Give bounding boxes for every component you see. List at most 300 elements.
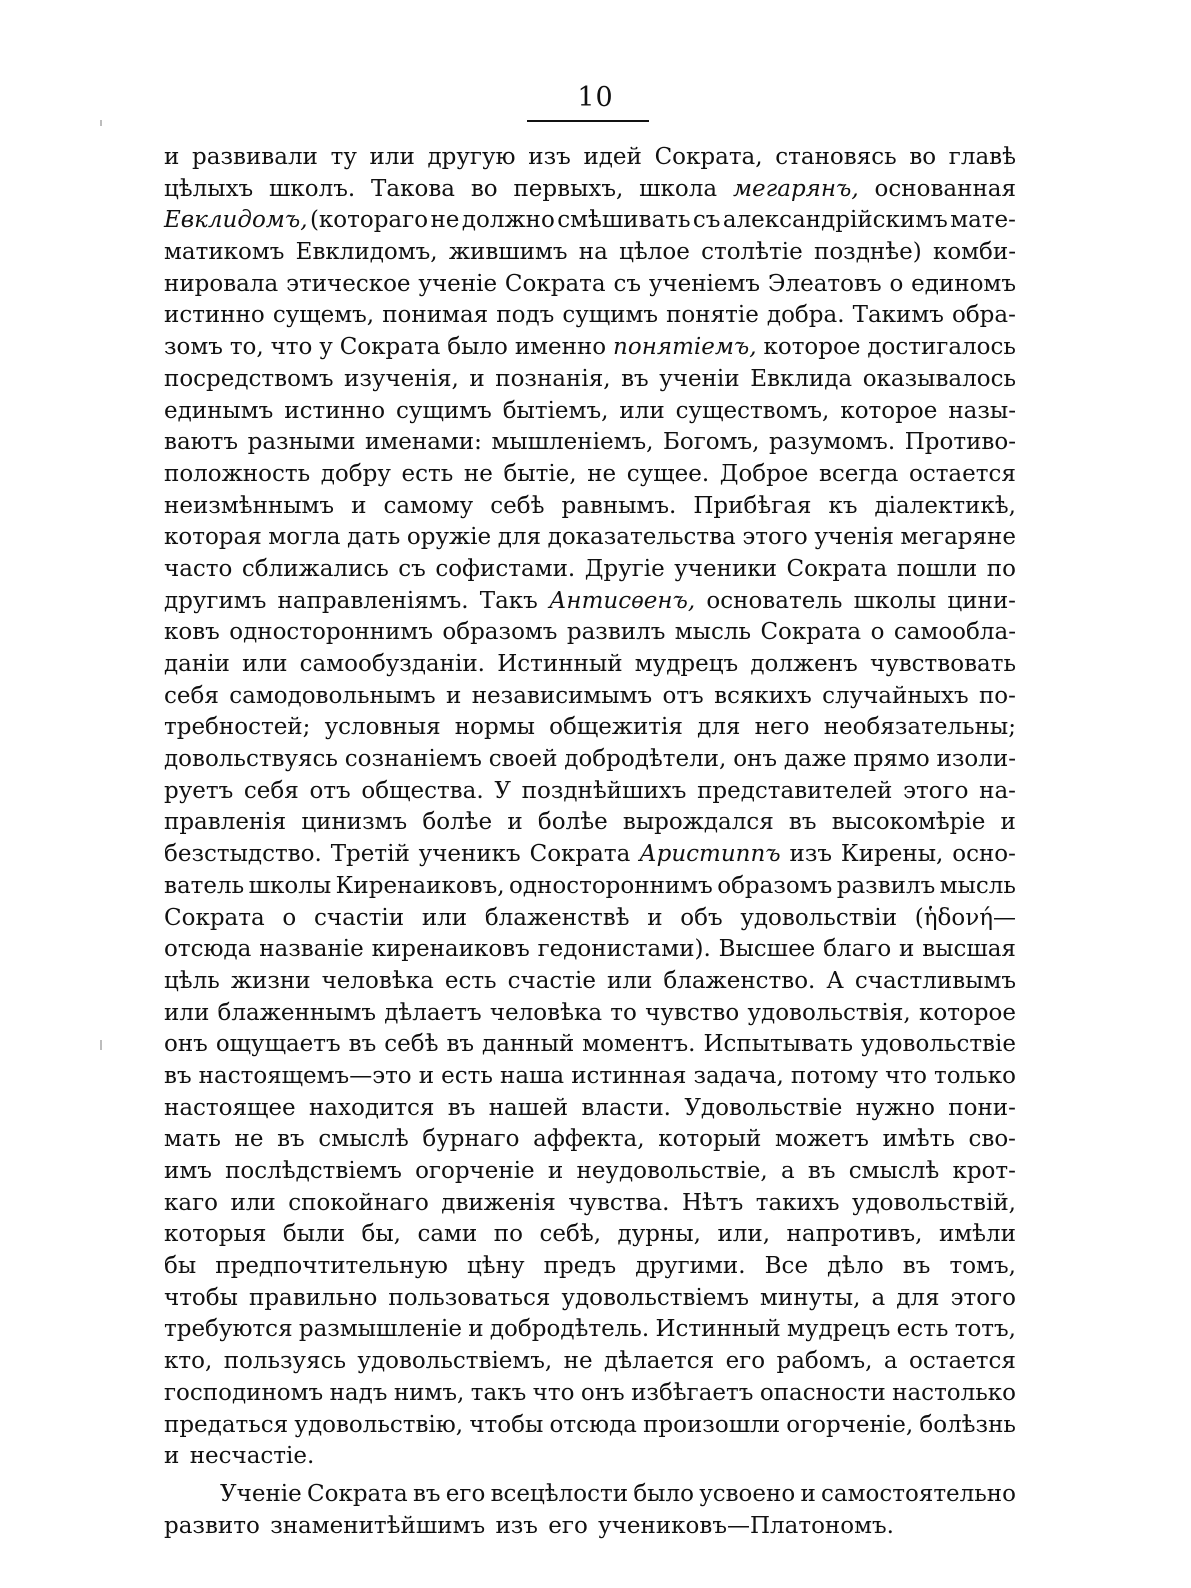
word: ученіе — [418, 270, 498, 297]
word: отсюда — [164, 936, 252, 963]
word: которое — [918, 999, 1016, 1026]
text-line — [164, 1378, 1016, 1410]
word: и — [547, 1158, 564, 1184]
text-line — [164, 1093, 1016, 1125]
word: и — [351, 492, 367, 519]
word: жившимъ — [448, 239, 568, 266]
word: Евклидомъ, — [295, 239, 438, 266]
word: удовольствію, — [294, 1411, 464, 1438]
text-line — [164, 1346, 1016, 1378]
word: Сократа — [529, 841, 631, 868]
word: было — [633, 1480, 694, 1507]
word: онъ — [580, 1379, 625, 1406]
word: который — [658, 1126, 762, 1153]
word: нужно — [855, 1094, 935, 1121]
word: въ — [902, 1253, 931, 1280]
text-line — [164, 1124, 1016, 1156]
word: вырождался — [622, 809, 774, 836]
word: нимъ, — [393, 1379, 465, 1406]
word: Все — [764, 1253, 809, 1280]
word: Сократа — [504, 270, 606, 297]
word: ощущаетъ — [215, 1031, 341, 1058]
word: осно- — [952, 841, 1016, 868]
word: то — [610, 999, 637, 1026]
word: Другіе — [584, 555, 665, 582]
word: и — [899, 936, 915, 963]
word: Евклида — [750, 365, 853, 392]
word: цинизмъ — [301, 809, 408, 836]
word: себѣ, — [539, 1221, 602, 1248]
word: его — [725, 1348, 766, 1375]
word: Испытывать — [703, 1031, 853, 1058]
word: положность — [164, 460, 311, 487]
word: обра- — [951, 302, 1016, 329]
word: настолько — [892, 1379, 1016, 1406]
word: школъ. — [269, 175, 356, 202]
word: и — [418, 1062, 435, 1089]
word: сущимъ — [396, 397, 492, 424]
word: разными — [247, 429, 356, 456]
word: этого — [950, 1284, 1016, 1311]
word: напротивъ, — [786, 1221, 923, 1248]
word: огорченіе — [415, 1158, 535, 1184]
word: у — [319, 334, 333, 361]
word: истинная — [571, 1062, 687, 1089]
word: гедонистами). — [537, 936, 711, 963]
word: цѣну — [467, 1253, 525, 1280]
word: въ — [277, 1126, 305, 1153]
word: самообузданіи. — [299, 651, 485, 677]
word: только — [934, 1062, 1016, 1089]
word: истинно — [284, 397, 386, 424]
word: блаженство. — [663, 967, 816, 994]
word: комби- — [932, 239, 1016, 266]
word: сущимъ — [562, 302, 658, 329]
word: движенія — [441, 1189, 556, 1216]
word: главѣ — [948, 144, 1016, 170]
text-line — [164, 237, 1016, 269]
word: истинно — [164, 302, 265, 329]
word: всякихъ — [714, 682, 812, 709]
word: Нѣтъ — [681, 1189, 744, 1216]
word: изоли- — [936, 746, 1016, 773]
word: по — [493, 1221, 523, 1248]
word: огорченіе, — [786, 1411, 914, 1438]
word: Элеатовъ — [767, 270, 882, 297]
word: съ — [613, 270, 641, 297]
word: чувства. — [568, 1189, 670, 1216]
word: развивали — [192, 144, 318, 170]
word: въ — [621, 365, 649, 392]
word: изъ — [528, 144, 571, 170]
word: представителей — [697, 777, 893, 804]
word: крот- — [952, 1158, 1016, 1184]
word: всецѣлости — [490, 1480, 629, 1507]
word: посредствомъ — [164, 365, 334, 392]
word: бы, — [361, 1221, 401, 1248]
text-line — [164, 1283, 1016, 1315]
word: минуты, — [760, 1284, 861, 1311]
word: сами — [417, 1221, 478, 1248]
word: удовольствія, — [747, 999, 911, 1026]
word: именами: — [365, 429, 482, 456]
word: которое — [763, 334, 861, 361]
word: то, — [229, 334, 264, 361]
word: изученія, — [344, 365, 459, 392]
word: одностороннимъ — [229, 619, 433, 646]
word: счастіе — [507, 967, 596, 994]
word: и — [164, 144, 180, 170]
word: (ἡδονή— — [914, 904, 1016, 931]
word: есть — [444, 967, 497, 994]
word: не — [234, 1126, 264, 1153]
word: чтобы — [164, 1284, 238, 1311]
word: безстыдство. — [164, 841, 322, 868]
text-line — [164, 712, 1016, 744]
word: школы — [853, 587, 937, 614]
word: знаменитѣйшимъ — [270, 1512, 486, 1539]
word: настоящемъ—это — [198, 1062, 412, 1089]
word: образомъ — [717, 872, 833, 899]
word: Ученіе — [220, 1480, 302, 1507]
word: добра. — [766, 302, 845, 329]
word: себя — [164, 682, 219, 709]
word: надъ — [329, 1379, 388, 1406]
word: по- — [978, 682, 1016, 709]
word: развилъ — [566, 619, 666, 646]
word: требностей; — [164, 714, 311, 741]
word: него — [754, 714, 810, 741]
word: удовольствіемъ — [561, 1284, 749, 1311]
text-line — [164, 744, 1016, 776]
word: которое — [840, 397, 938, 424]
word: благо — [823, 936, 892, 963]
word: единымъ — [164, 397, 274, 424]
word: другимъ — [164, 587, 267, 614]
word: основанная — [874, 175, 1016, 202]
word: общежитія — [549, 714, 683, 741]
word: назы- — [948, 397, 1016, 424]
text-line — [164, 205, 1016, 237]
word: мать — [164, 1126, 221, 1153]
word: подъ — [496, 302, 555, 329]
word: удовольствіе — [860, 1031, 1016, 1058]
word: ученіи — [659, 365, 740, 392]
word: условныя — [324, 714, 441, 741]
word: образомъ — [442, 619, 558, 646]
word: предпочтительную — [215, 1253, 448, 1280]
text-line — [164, 1219, 1016, 1251]
word: мате- — [950, 207, 1016, 234]
word: удовольствіемъ, — [357, 1348, 553, 1375]
word: такъ — [470, 1379, 527, 1406]
word: а — [871, 1284, 886, 1311]
word: во — [470, 175, 498, 202]
word: есть — [441, 1062, 493, 1089]
word: изъ — [789, 841, 833, 868]
word: мышленіемъ, — [491, 429, 654, 456]
word: добродѣтели, — [564, 746, 727, 773]
word: дать — [347, 524, 401, 551]
word: сущее. — [626, 460, 710, 487]
word: не — [563, 1348, 593, 1375]
word: опасности — [759, 1379, 886, 1406]
text-line — [164, 998, 1016, 1030]
word: господиномъ — [164, 1379, 324, 1406]
text-line — [164, 934, 1016, 966]
word: этого — [742, 524, 808, 551]
word: или — [421, 904, 468, 931]
word: существомъ, — [675, 397, 830, 424]
text-line — [164, 681, 1016, 713]
word: или — [230, 1189, 276, 1216]
text-line — [164, 839, 1016, 871]
word: имѣть — [882, 1126, 955, 1153]
word: остается — [909, 1348, 1016, 1375]
word: Аристиппъ — [639, 841, 781, 868]
word: Евклидомъ, — [164, 207, 308, 234]
word: ученія — [814, 524, 894, 551]
word: которыя — [164, 1221, 267, 1248]
word: школа — [639, 175, 718, 202]
word: и — [507, 809, 523, 836]
word: изъ — [495, 1512, 538, 1539]
word: названіе — [259, 936, 364, 963]
word: въ — [164, 1062, 192, 1089]
word: основатель — [706, 587, 843, 614]
word: мегарянъ, — [732, 175, 859, 202]
word: пользуясь — [223, 1348, 346, 1375]
word: развилъ — [836, 872, 936, 899]
word: Сократа — [307, 1480, 408, 1507]
word: софистами. — [435, 555, 576, 582]
word: александрійскимъ — [722, 207, 948, 234]
word: тотъ, — [954, 1316, 1016, 1343]
word: онъ — [733, 746, 777, 773]
word: равнымъ. — [561, 492, 677, 519]
word: самодовольнымъ — [229, 682, 436, 709]
word: или — [619, 397, 665, 424]
word: данный — [482, 1031, 575, 1058]
word: которая — [164, 524, 262, 551]
word: Истинный — [655, 1316, 781, 1343]
word: даже — [783, 746, 847, 773]
word: въ — [447, 1094, 476, 1121]
word: усвоено — [699, 1480, 796, 1507]
word: и — [1000, 809, 1016, 836]
text-line — [164, 807, 1016, 839]
word: себя — [243, 777, 299, 804]
word: требуются — [164, 1316, 293, 1343]
word: дурны, — [617, 1221, 701, 1248]
word: о — [870, 619, 885, 646]
word: понимая — [382, 302, 489, 329]
word: во — [909, 144, 937, 170]
word: о — [282, 904, 297, 931]
word: не — [587, 460, 617, 487]
word: независимымъ — [471, 682, 653, 709]
word: удовольствій, — [851, 1189, 1016, 1216]
scan-edge-mark — [100, 120, 102, 126]
text-line — [164, 1156, 1016, 1188]
word: а — [883, 1348, 898, 1375]
word: Прибѣгая — [693, 492, 812, 519]
text-line — [164, 1251, 1016, 1283]
text-line — [164, 459, 1016, 491]
word: (котораго — [309, 207, 429, 234]
word: что — [270, 334, 313, 361]
text-line — [164, 174, 1016, 206]
word: ваютъ — [164, 429, 239, 456]
word: для — [697, 714, 741, 741]
word: и — [164, 1443, 180, 1470]
word: одностороннимъ — [509, 872, 713, 899]
word: ученики — [674, 555, 777, 582]
word: болѣзнь — [919, 1411, 1016, 1438]
word: Сократа — [786, 555, 888, 582]
word: и — [800, 1480, 816, 1507]
word: У — [494, 777, 511, 804]
word: высокомѣріе — [831, 809, 986, 836]
word: ватель — [164, 872, 245, 899]
word: такихъ — [755, 1189, 840, 1216]
word: о — [889, 270, 904, 297]
text-line — [164, 1029, 1016, 1061]
word: въ — [412, 1480, 441, 1507]
word: остается — [908, 460, 1016, 487]
text-line — [164, 1410, 1016, 1442]
word: наша — [499, 1062, 565, 1089]
word: что — [885, 1062, 927, 1089]
word: случайныхъ — [822, 682, 969, 709]
word: правленія — [164, 809, 287, 836]
word: или — [164, 999, 210, 1026]
word: каго — [164, 1189, 218, 1216]
word: ученіемъ — [648, 270, 761, 297]
word: Истинный — [497, 651, 623, 677]
word: ту — [330, 144, 357, 170]
word: блаженнымъ — [217, 999, 376, 1026]
word: Сократа — [164, 904, 265, 931]
word: Высшее — [718, 936, 816, 963]
word: отъ — [662, 682, 704, 709]
word: Киренаиковъ, — [335, 872, 505, 899]
word: находится — [308, 1094, 435, 1121]
word: кто, — [164, 1348, 213, 1375]
text-line — [164, 903, 1016, 935]
word: удовольствіи — [740, 904, 898, 931]
word: бытіемъ, — [502, 397, 609, 424]
word: сознаніемъ — [344, 746, 482, 773]
word: часто — [164, 555, 233, 582]
word: сущемъ, — [272, 302, 375, 329]
word: себѣ — [384, 1031, 439, 1058]
word: Такова — [371, 175, 455, 202]
word: могла — [268, 524, 341, 551]
word: высшая — [922, 936, 1016, 963]
word: позднѣе) — [814, 239, 922, 266]
word: смыслѣ — [848, 1158, 940, 1184]
word: прямо — [853, 746, 930, 773]
word: и — [446, 682, 462, 709]
word: въ — [807, 1158, 836, 1184]
word: цини- — [947, 587, 1016, 614]
text-line — [164, 1441, 1016, 1473]
word: послѣдствіемъ — [225, 1158, 402, 1184]
word: цѣлое — [619, 239, 690, 266]
word: человѣка — [489, 999, 603, 1026]
word: счастливымъ — [854, 967, 1016, 994]
text-line — [164, 396, 1016, 428]
word: оказывалось — [862, 365, 1016, 392]
word: не — [463, 460, 493, 487]
word: неудовольствіе, — [576, 1158, 768, 1184]
word: чувствовать — [869, 651, 1016, 677]
word: съ — [398, 555, 426, 582]
word: на — [578, 239, 608, 266]
word: было — [447, 334, 508, 361]
word: мысль — [939, 872, 1016, 899]
word: размышленіе — [298, 1316, 462, 1343]
word: смыслѣ — [318, 1126, 409, 1153]
word: съ — [692, 207, 721, 234]
word: зомъ — [164, 334, 223, 361]
word: а — [780, 1158, 795, 1184]
word: Такъ — [479, 587, 538, 614]
text-line — [164, 586, 1016, 618]
word: пользоваться — [388, 1284, 551, 1311]
word: настоящее — [164, 1094, 296, 1121]
word: и — [469, 365, 485, 392]
text-line — [164, 871, 1016, 903]
word: или, — [717, 1221, 771, 1248]
word: Сократа — [339, 334, 441, 361]
page-number: 10 — [577, 82, 614, 113]
word: спокойнаго — [288, 1189, 429, 1216]
word: Антисѳенъ, — [549, 587, 696, 614]
word: есть — [896, 1316, 949, 1343]
word: дѣлаетъ — [384, 999, 482, 1026]
word: блаженствѣ — [484, 904, 630, 931]
word: на- — [979, 777, 1016, 804]
word: нормы — [454, 714, 535, 741]
word: по — [986, 555, 1016, 582]
word: позднѣйшихъ — [521, 777, 687, 804]
word: направленіямъ. — [277, 587, 469, 614]
word: достигалось — [867, 334, 1016, 361]
word: цѣль — [164, 967, 220, 994]
text-line — [164, 649, 1016, 681]
word: томъ, — [949, 1253, 1016, 1280]
text-line — [164, 966, 1016, 998]
word: бытіе, — [503, 460, 577, 487]
word: или — [242, 651, 288, 677]
page-number-rule — [527, 120, 649, 122]
word: счастіи — [314, 904, 405, 931]
word: учениковъ—Платономъ. — [598, 1512, 894, 1539]
word: идей — [583, 144, 642, 170]
word: становясь — [775, 144, 897, 170]
word: его — [548, 1512, 588, 1539]
word: избѣгаетъ — [631, 1379, 754, 1406]
word: этическое — [286, 270, 411, 297]
word: этого — [903, 777, 969, 804]
text-line — [164, 617, 1016, 649]
word: самообла- — [893, 619, 1016, 646]
word: Сократа — [760, 619, 862, 646]
word: первыхъ, — [513, 175, 624, 202]
word: задача, — [693, 1062, 784, 1089]
